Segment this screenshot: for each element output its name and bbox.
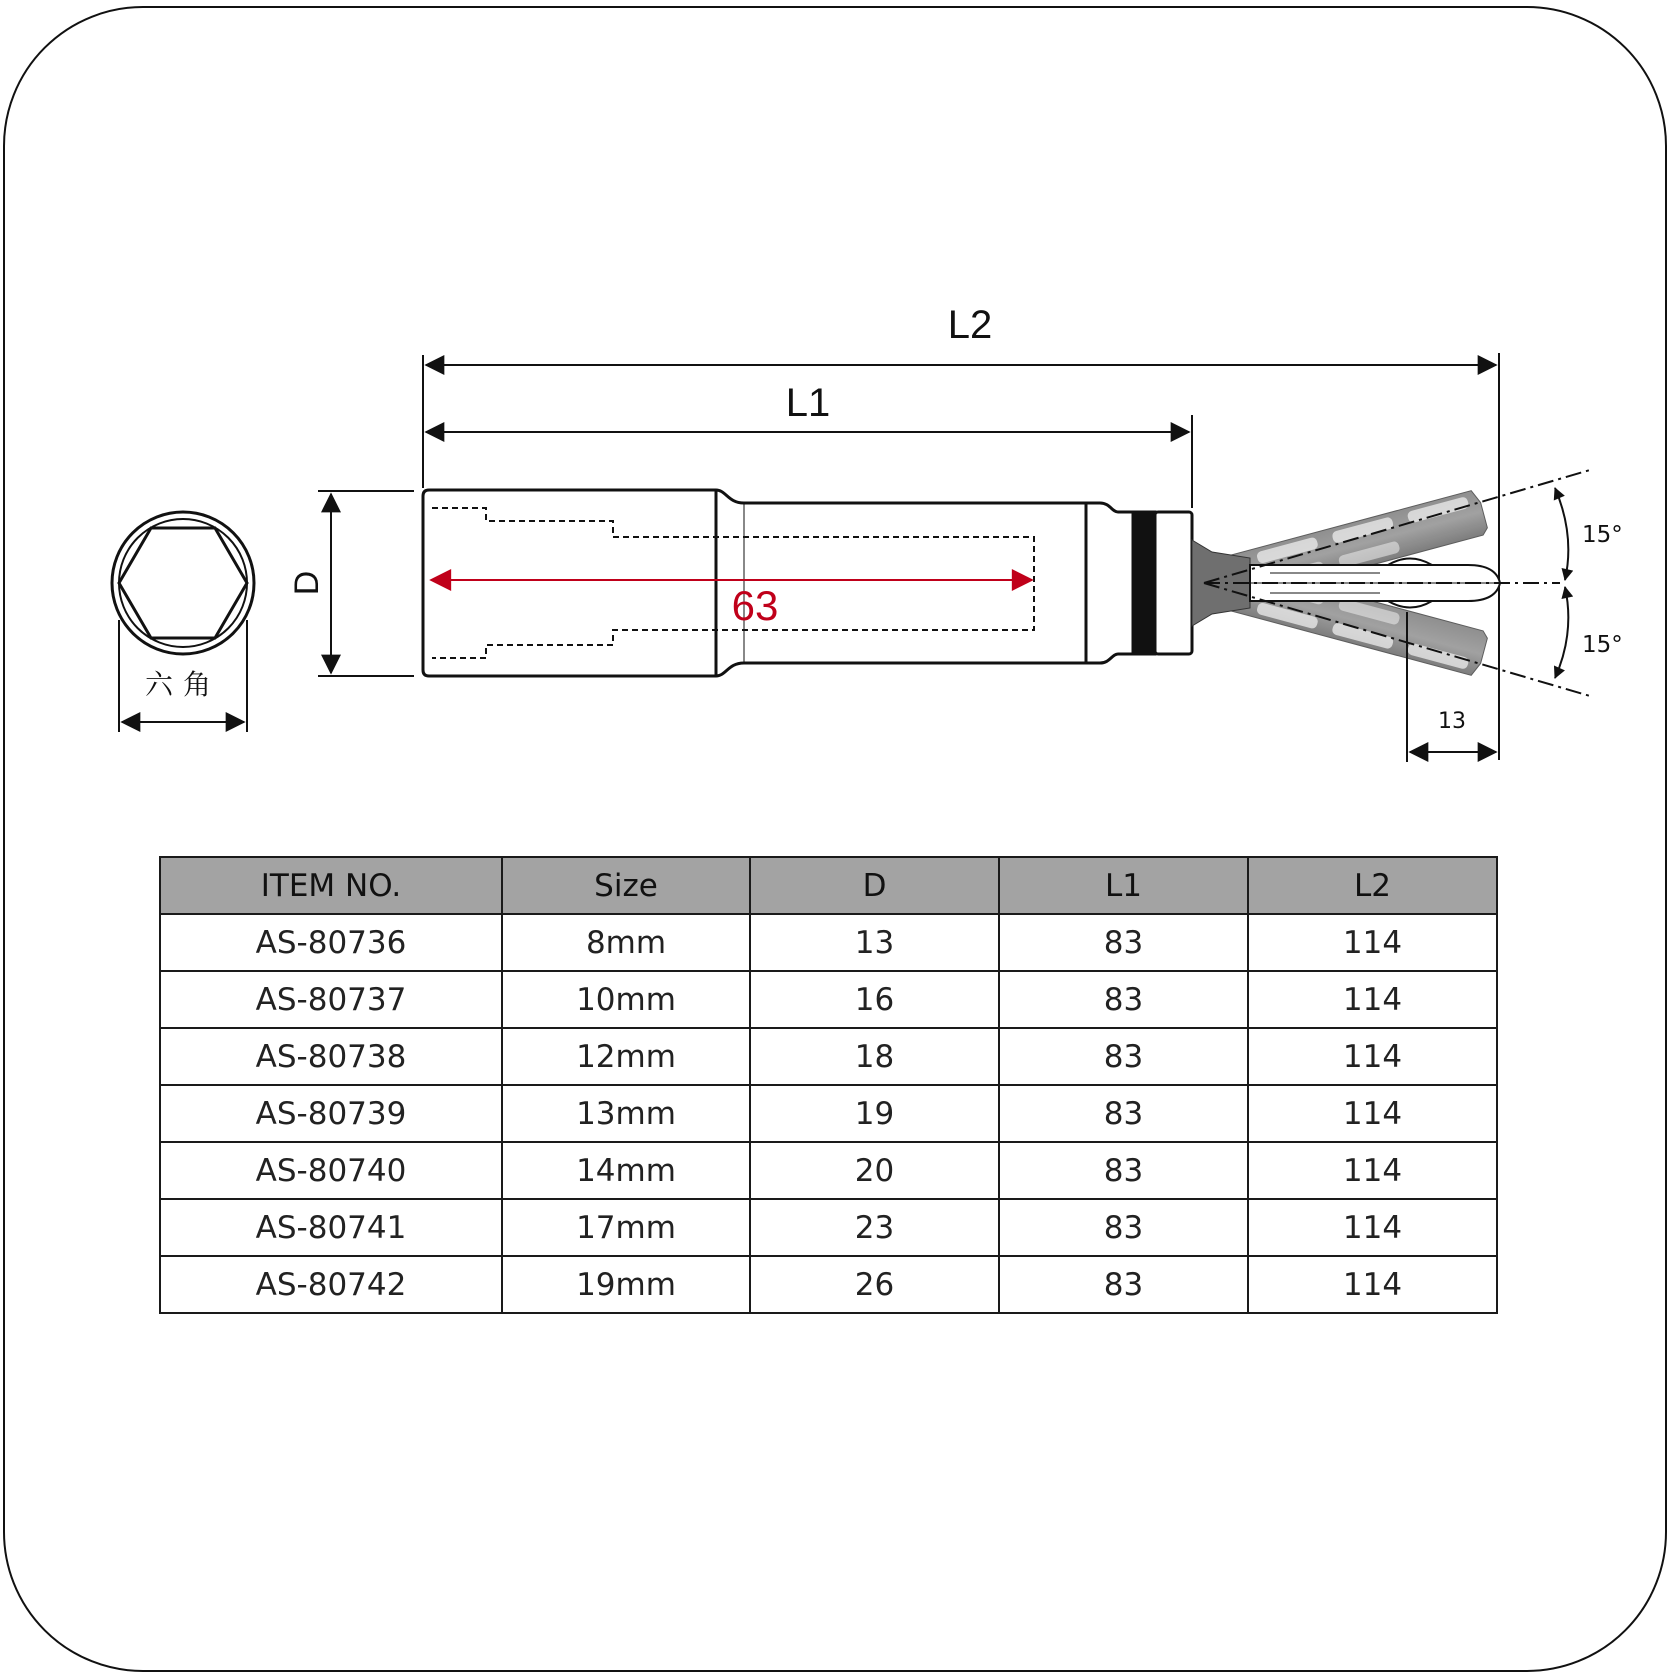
angle-bottom-label: 15° (1582, 632, 1623, 658)
cell-d: 23 (750, 1199, 999, 1256)
cell-l2: 114 (1248, 1028, 1497, 1085)
cell-size: 12mm (502, 1028, 750, 1085)
hex-label: 六角 (144, 668, 222, 701)
cell-item-no: AS-80739 (160, 1085, 502, 1142)
cell-l1: 83 (999, 1085, 1248, 1142)
cell-l1: 83 (999, 1142, 1248, 1199)
cell-size: 10mm (502, 971, 750, 1028)
cell-l2: 114 (1248, 1142, 1497, 1199)
table-row (160, 1028, 1497, 1085)
cell-d: 20 (750, 1142, 999, 1199)
spec-table (159, 856, 1498, 1314)
hex-end-view (112, 512, 254, 732)
cell-item-no: AS-80742 (160, 1256, 502, 1313)
cell-size: 8mm (502, 914, 750, 971)
depth-label: 63 (731, 582, 779, 629)
cell-size: 17mm (502, 1199, 750, 1256)
cell-l1: 83 (999, 1028, 1248, 1085)
wobble-bits (1192, 470, 1623, 762)
table-row (160, 1085, 1497, 1142)
bit-length-label: 13 (1438, 709, 1466, 734)
header-item-no: ITEM NO. (160, 857, 502, 914)
cell-size: 14mm (502, 1142, 750, 1199)
cell-size: 13mm (502, 1085, 750, 1142)
table-row (160, 1142, 1497, 1199)
cell-d: 26 (750, 1256, 999, 1313)
cell-item-no: AS-80737 (160, 971, 502, 1028)
table-header-row (160, 857, 1497, 914)
d-label: D (288, 570, 326, 596)
cell-l2: 114 (1248, 1085, 1497, 1142)
cell-item-no: AS-80736 (160, 914, 502, 971)
table-row (160, 914, 1497, 971)
cell-l1: 83 (999, 971, 1248, 1028)
cell-d: 19 (750, 1085, 999, 1142)
table-row (160, 1256, 1497, 1313)
l2-label: L2 (947, 303, 993, 347)
d-dimension (288, 491, 414, 676)
cell-l2: 114 (1248, 1199, 1497, 1256)
cell-l1: 83 (999, 1256, 1248, 1313)
cell-size: 19mm (502, 1256, 750, 1313)
cell-d: 16 (750, 971, 999, 1028)
table-row (160, 971, 1497, 1028)
cell-item-no: AS-80741 (160, 1199, 502, 1256)
cell-l2: 114 (1248, 1256, 1497, 1313)
header-l2: L2 (1248, 857, 1497, 914)
cell-item-no: AS-80738 (160, 1028, 502, 1085)
cell-l1: 83 (999, 914, 1248, 971)
header-l1: L1 (999, 857, 1248, 914)
cell-d: 13 (750, 914, 999, 971)
cell-l2: 114 (1248, 914, 1497, 971)
cell-l2: 114 (1248, 971, 1497, 1028)
hexagon-icon (119, 528, 247, 638)
angle-top-label: 15° (1582, 522, 1623, 548)
header-size: Size (502, 857, 750, 914)
socket-body (423, 490, 1192, 676)
l1-label: L1 (785, 381, 831, 425)
table-row (160, 1199, 1497, 1256)
cell-item-no: AS-80740 (160, 1142, 502, 1199)
cell-l1: 83 (999, 1199, 1248, 1256)
header-d: D (750, 857, 999, 914)
cell-d: 18 (750, 1028, 999, 1085)
